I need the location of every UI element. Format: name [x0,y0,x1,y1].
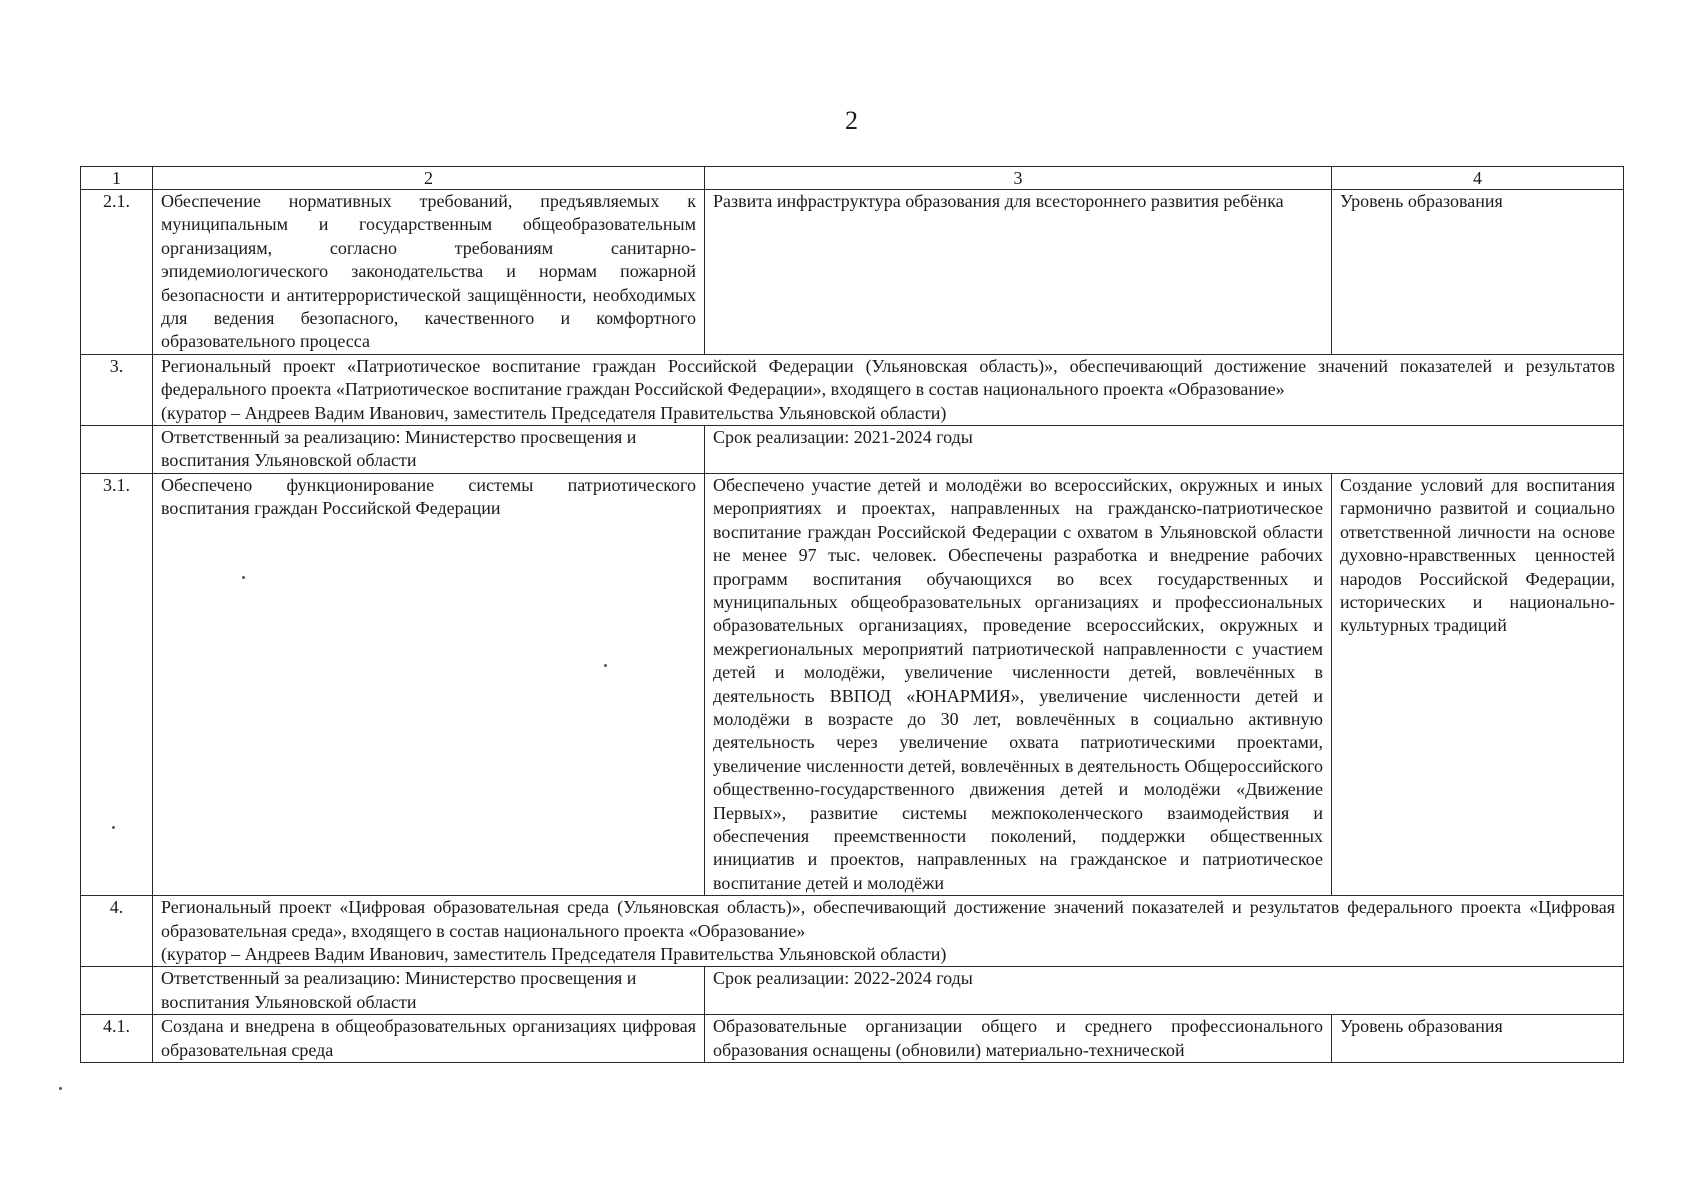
project-description-cell [153,896,1624,967]
responsibility-row [81,967,1624,1015]
row-number: 4.1. [81,1015,153,1063]
scan-speck [242,576,245,579]
activity-cell: Создана и внедрена в общеобразовательных организациях цифровая образовательная среда [153,1015,705,1063]
project-description: Региональный проект «Патриотическое воспитание граждан Российской Федерации (Ульяновская область)», обеспечивающий достижение значений показателей и результатов федерального проекта «Патриотическое воспитание граждан Российской Федерации», входящего в состав национального проекта «Образование» [161,355,1615,400]
row-number: 3.1. [81,473,153,895]
scan-speck [112,826,115,829]
activity-cell: Обеспечение нормативных требований, предъявляемых к муниципальным и государственным общеобразовательным организациям, согласно требованиям санитарно-эпидемиологического законодательства и нормам пожарной безопасности и антитеррористической защищённости, необходимых для ведения безопасного, качественного и комфортного образовательного процесса [153,190,705,355]
empty-cell [81,967,153,1015]
result-cell: Обеспечено участие детей и молодёжи во всероссийских, окружных и иных мероприятиях и проектах, направленных на гражданско-патриотическое воспитание граждан Российской Федерации с охватом в Ульяновской области не менее 97 тыс. человек. Обеспечены разработка и внедрение рабочих программ воспитания обучающихся во всех государственных и муниципальных общеобразовательных организациях и профессиональных образовательных организациях, проведение всероссийских, окружных и межрегиональных мероприятий патриотической направленности с участием детей и молодёжи, увеличение численности детей, вовлечённых в деятельность ВВПОД «ЮНАРМИЯ», увеличение численности детей и молодёжи в возрасте до 30 лет, вовлечённых в социально активную деятельность через увеличение охвата патриотическими проектами, увеличение численности детей, вовлечённых в деятельность Общероссийского общественно-государственного движения детей и молодёжи «Движение Первых», развитие системы межпоколенческого взаимодействия и обеспечения преемственности поколений, поддержки общественных инициатив и проектов, направленных на гражданское и патриотическое воспитание детей и молодёжи [705,473,1332,895]
empty-cell [81,426,153,474]
scan-speck [59,1087,62,1090]
project-curator: (куратор – Андреев Вадим Иванович, заместитель Председателя Правительства Ульяновской области) [161,402,947,423]
activity-cell: Обеспечено функционирование системы патриотического воспитания граждан Российской Федерации [153,473,705,895]
result-cell: Образовательные организации общего и среднего профессионального образования оснащены (обновили) материально-технической [705,1015,1332,1063]
column-header-3: 3 [705,167,1332,190]
responsible-cell: Ответственный за реализацию: Министерство просвещения и воспитания Ульяновской области [153,967,705,1015]
row-number: 2.1. [81,190,153,355]
project-description-cell [153,354,1624,425]
page-number: 2 [845,106,858,135]
scan-speck [604,664,607,667]
goal-cell: Создание условий для воспитания гармонично развитой и социально ответственной личности на основе духовно-нравственных ценностей народов Российской Федерации, исторических и национально-культурных традиций [1332,473,1624,895]
project-description: Региональный проект «Цифровая образовательная среда (Ульяновская область)», обеспечивающий достижение значений показателей и результатов федерального проекта «Цифровая образовательная среда», входящего в состав национального проекта «Образование» [161,897,1615,941]
program-table [80,166,1624,1063]
responsible-cell: Ответственный за реализацию: Министерство просвещения и воспитания Ульяновской области [153,426,705,474]
table-row [81,473,1624,895]
row-number: 3. [81,354,153,425]
section-row [81,896,1624,967]
goal-cell: Уровень образования [1332,190,1624,355]
section-row [81,354,1624,425]
column-header-1: 1 [81,167,153,190]
table-row [81,1015,1624,1063]
row-number: 4. [81,896,153,967]
table-header-row [81,167,1624,190]
term-cell: Срок реализации: 2021-2024 годы [705,426,1624,474]
result-cell: Развита инфраструктура образования для всестороннего развития ребёнка [705,190,1332,355]
project-curator: (куратор – Андреев Вадим Иванович, заместитель Председателя Правительства Ульяновской области) [161,944,947,964]
column-header-4: 4 [1332,167,1624,190]
goal-cell: Уровень образования [1332,1015,1624,1063]
table-row [81,190,1624,355]
responsibility-row [81,426,1624,474]
term-cell: Срок реализации: 2022-2024 годы [705,967,1624,1015]
column-header-2: 2 [153,167,705,190]
